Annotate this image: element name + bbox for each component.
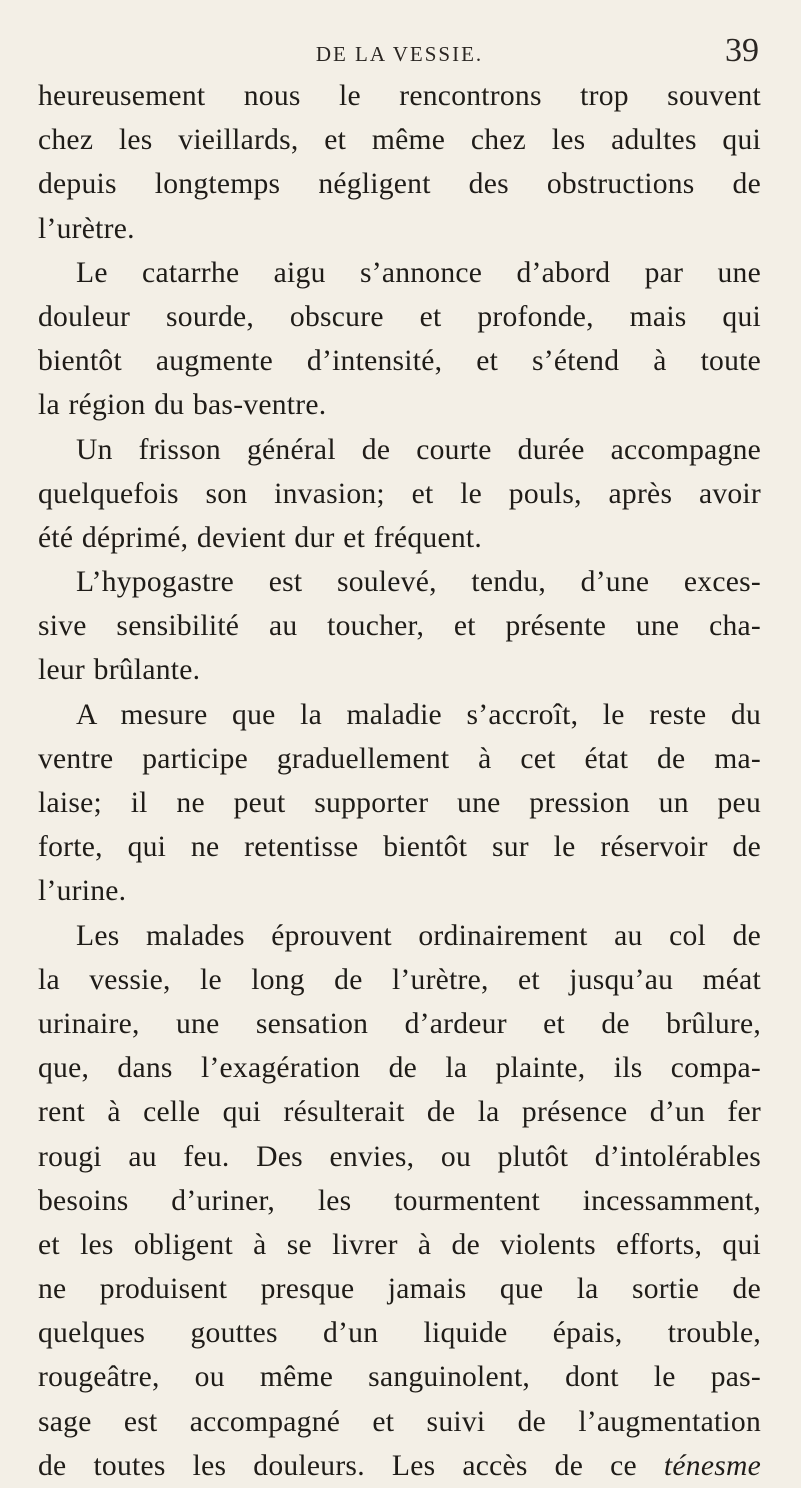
text-line: sage est accompagné et suivi de l’augmentation <box>38 1405 761 1438</box>
text-line: besoins d’uriner, les tourmentent incessamment, <box>38 1184 761 1217</box>
text-line: chez les vieillards, et même chez les adultes qui <box>38 124 761 157</box>
text-line: rougeâtre, ou même sanguinolent, dont le pas- <box>38 1361 761 1394</box>
text-line: laise; il ne peut supporter une pression un peu <box>38 787 761 819</box>
paragraph-continuation <box>38 74 761 251</box>
text-line-final-body: de toutes les douleurs. Les accès de ce <box>38 1449 637 1482</box>
text-line: quelquefois son invasion; et le pouls, après avoir <box>38 477 761 510</box>
text-line: douleur sourde, obscure et profonde, mais qui <box>38 300 761 333</box>
text-line: été déprimé, devient dur et fréquent. <box>38 521 482 554</box>
text-line: l’urine. <box>38 875 127 908</box>
paragraph <box>38 693 761 914</box>
text-line: rent à celle qui résulterait de la présence d’un fer <box>38 1096 761 1129</box>
running-title: DE LA VESSIE. <box>315 42 484 66</box>
text-line: heureusement nous le rencontrons trop souvent <box>38 80 761 112</box>
text-line: quelques gouttes d’un liquide épais, trouble, <box>38 1317 761 1350</box>
body-text <box>38 74 761 1488</box>
text-line: ne produisent presque jamais que la sortie de <box>38 1273 761 1306</box>
text-line: A mesure que la maladie s’accroît, le reste du <box>76 698 761 731</box>
text-line-final <box>38 1444 761 1488</box>
text-line: bientôt augmente d’intensité, et s’étend à toute <box>38 345 761 378</box>
text-line: la vessie, le long de l’urètre, et jusqu’au méat <box>38 963 761 996</box>
text-line: que, dans l’exagération de la plainte, ils compa- <box>38 1052 761 1085</box>
text-line: l’urètre. <box>38 212 135 245</box>
text-line: L’hypogastre est soulevé, tendu, d’une exces- <box>76 566 761 599</box>
running-head <box>38 34 761 74</box>
text-line: forte, qui ne retentisse bientôt sur le réservoir de <box>38 831 761 864</box>
text-line: sive sensibilité au toucher, et présente une cha- <box>38 610 761 643</box>
paragraph <box>38 251 761 428</box>
text-line: Le catarrhe aigu s’annonce d’abord par une <box>76 256 761 289</box>
paragraph <box>38 914 761 1488</box>
text-line: ventre participe graduellement à cet état de ma- <box>38 742 761 775</box>
text-line: rougi au feu. Des envies, ou plutôt d’intolérables <box>38 1140 761 1173</box>
paragraph <box>38 560 761 693</box>
italic-word: ténesme <box>663 1449 761 1482</box>
text-line: Un frisson général de courte durée accompagne <box>76 433 761 466</box>
text-line: depuis longtemps négligent des obstructions de <box>38 168 761 201</box>
page-number: 39 <box>725 32 759 69</box>
text-line: et les obligent à se livrer à de violents efforts, qui <box>38 1228 761 1261</box>
text-line: Les malades éprouvent ordinairement au col de <box>76 919 761 952</box>
paragraph <box>38 428 761 561</box>
text-line: urinaire, une sensation d’ardeur et de brûlure, <box>38 1007 761 1040</box>
text-line: leur brûlante. <box>38 654 201 687</box>
text-line: la région du bas-ventre. <box>38 389 327 422</box>
